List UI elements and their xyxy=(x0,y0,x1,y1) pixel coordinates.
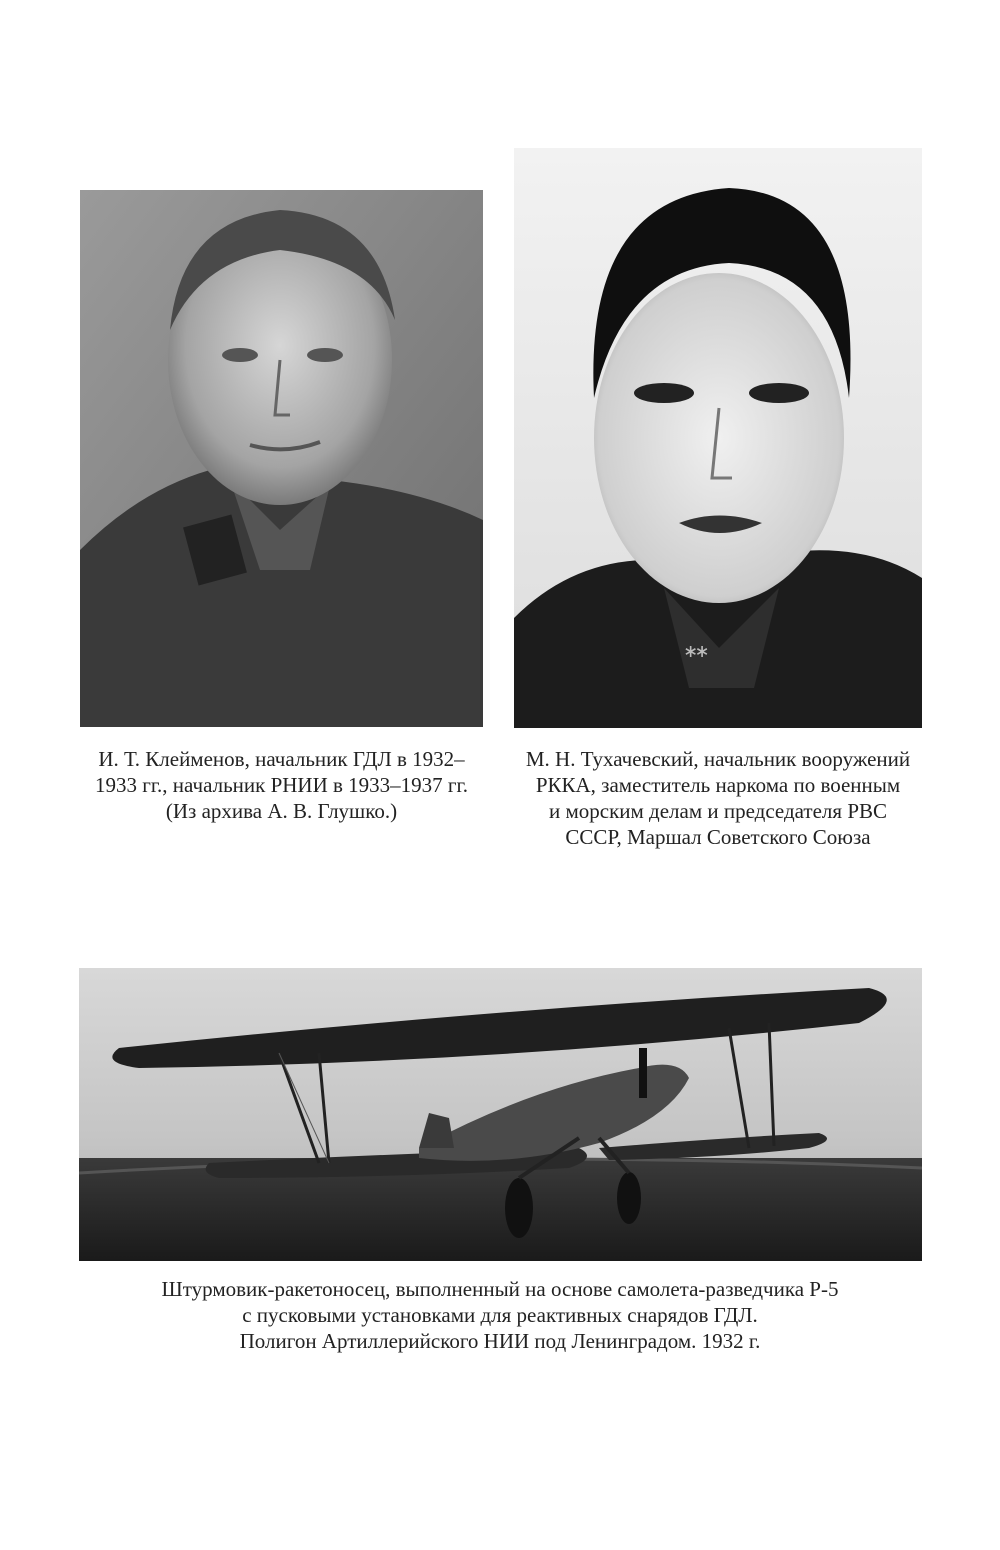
caption-line: и морским делам и председателя РВС xyxy=(548,799,888,823)
caption-line: СССР, Маршал Советского Союза xyxy=(565,825,871,849)
caption-tukhachevsky xyxy=(496,746,940,850)
biplane-image xyxy=(79,968,922,1261)
caption-line: И. Т. Клейменов, начальник ГДЛ в 1932– xyxy=(98,747,465,771)
photo-tukhachevsky xyxy=(514,148,922,728)
photo-biplane xyxy=(79,968,922,1261)
caption-line: М. Н. Тухачевский, начальник вооружений xyxy=(525,747,911,771)
caption-kleimenov xyxy=(60,746,503,824)
caption-line: Полигон Артиллерийского НИИ под Ленинградом. 1932 г. xyxy=(239,1329,761,1353)
svg-text:ᕯ: ᕯ xyxy=(684,641,709,676)
caption-line: (Из архива А. В. Глушко.) xyxy=(165,799,398,823)
caption-line: РККА, заместитель наркома по военным xyxy=(535,773,901,797)
caption-line: Штурмовик-ракетоносец, выполненный на основе самолета-разведчика Р-5 xyxy=(161,1277,839,1301)
photo-kleimenov xyxy=(80,190,483,727)
portrait-kleimenov-image xyxy=(80,190,483,727)
portrait-tukhachevsky-image xyxy=(514,148,922,728)
caption-line: 1933 гг., начальник РНИИ в 1933–1937 гг. xyxy=(94,773,469,797)
caption-plane xyxy=(60,1276,940,1354)
caption-line: с пусковыми установками для реактивных снарядов ГДЛ. xyxy=(242,1303,758,1327)
